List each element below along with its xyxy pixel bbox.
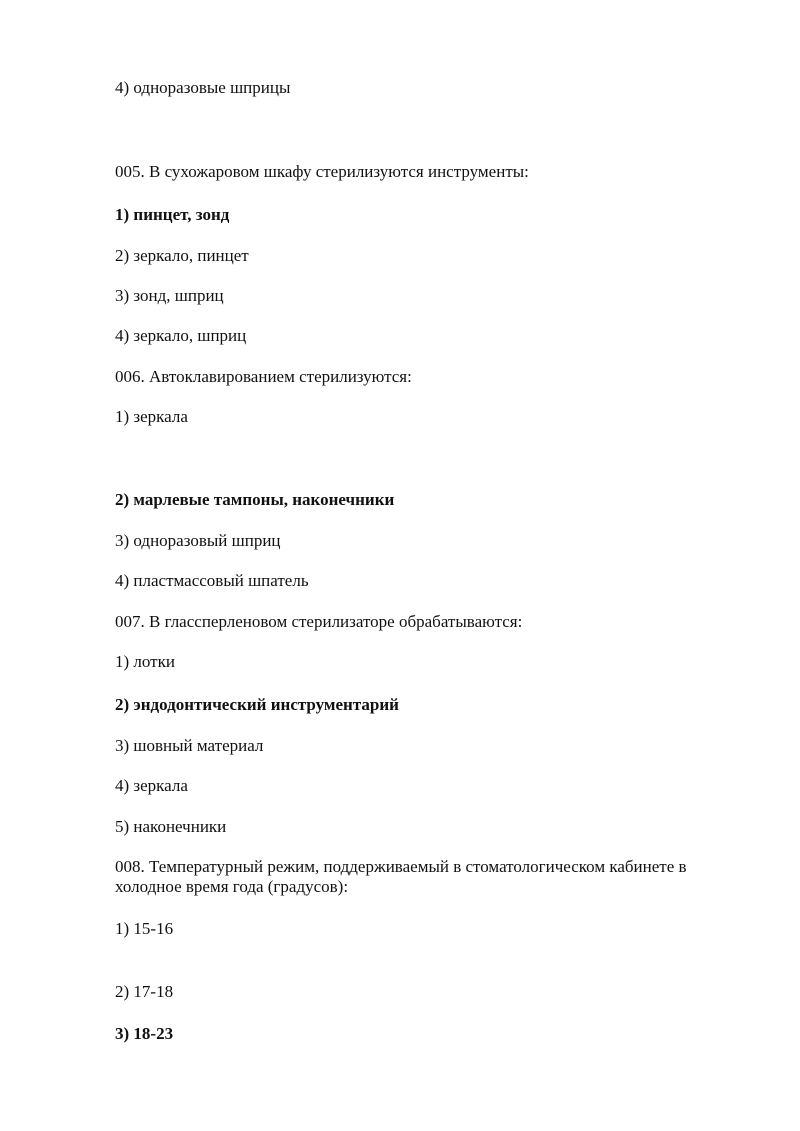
answer-option: 1) 15-16 <box>115 919 174 938</box>
correct-answer-option: 3) 18-23 <box>115 1024 174 1043</box>
question-005: 005. В сухожаровом шкафу стерилизуются инструменты: <box>115 162 529 181</box>
answer-option: 3) одноразовый шприц <box>115 531 281 550</box>
answer-option: 5) наконечники <box>115 817 227 836</box>
correct-answer-option: 2) эндодонтический инструментарий <box>115 695 399 714</box>
answer-option: 4) пластмассовый шпатель <box>115 571 309 590</box>
question-007: 007. В глассперленовом стерилизаторе обрабатываются: <box>115 612 523 631</box>
answer-option: 4) одноразовые шприцы <box>115 78 291 97</box>
correct-answer-option: 2) марлевые тампоны, наконечники <box>115 490 395 509</box>
correct-answer-option: 1) пинцет, зонд <box>115 205 230 224</box>
answer-option: 1) зеркала <box>115 407 188 426</box>
answer-option: 1) лотки <box>115 652 175 671</box>
answer-option: 3) шовный материал <box>115 736 264 755</box>
answer-option: 4) зеркало, шприц <box>115 326 247 345</box>
answer-option: 4) зеркала <box>115 776 188 795</box>
question-008: 008. Температурный режим, поддерживаемый в стоматологическом кабинете в холодное время года (градусов): <box>115 857 687 896</box>
question-006: 006. Автоклавированием стерилизуются: <box>115 367 412 386</box>
answer-option: 2) зеркало, пинцет <box>115 246 249 265</box>
answer-option: 3) зонд, шприц <box>115 286 224 305</box>
answer-option: 2) 17-18 <box>115 982 174 1001</box>
